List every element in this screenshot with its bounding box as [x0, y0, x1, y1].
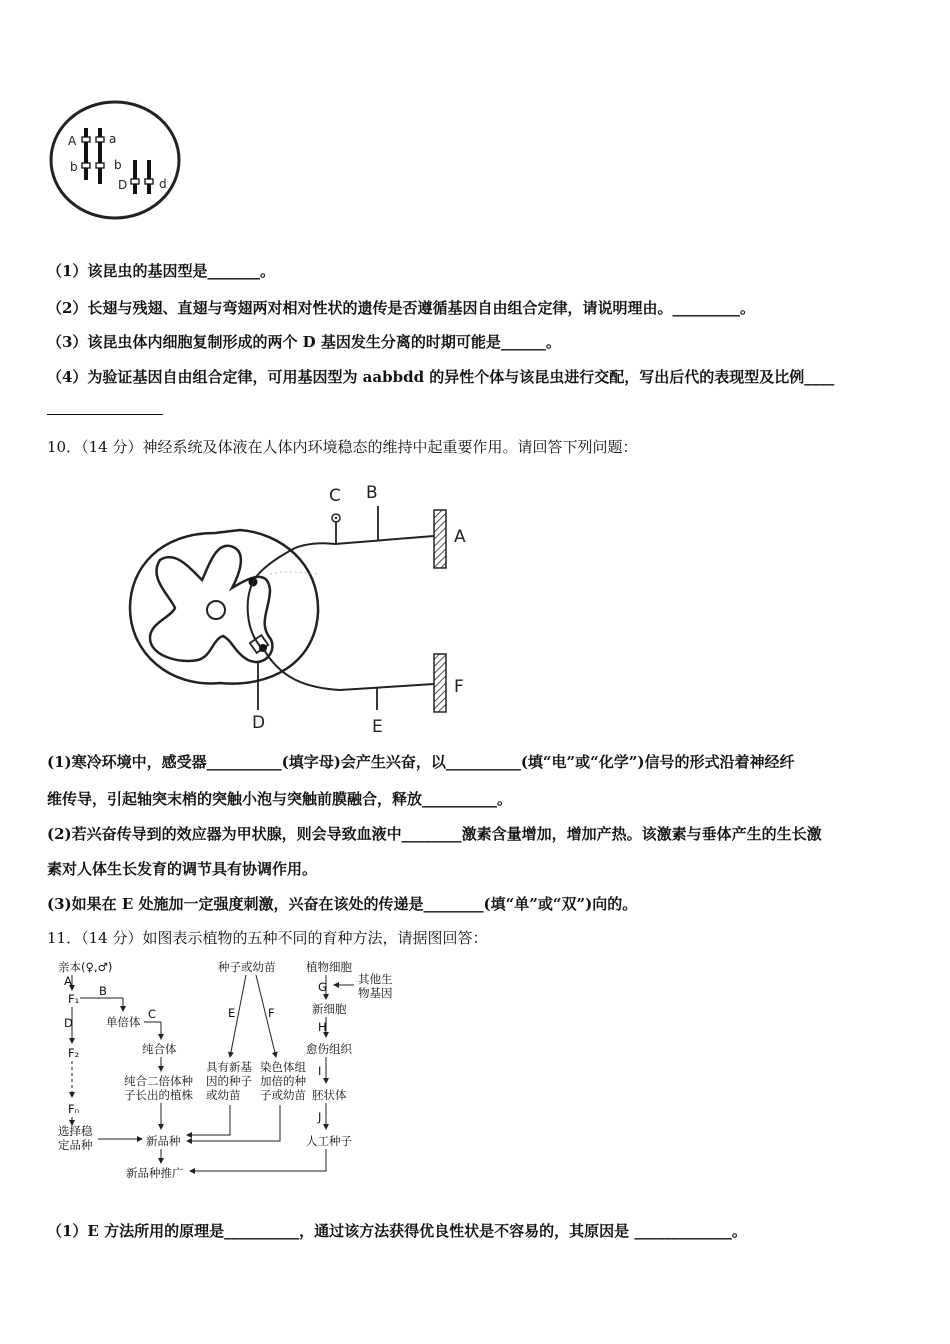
flow-diploid-1: 纯合二倍体种	[124, 1074, 193, 1088]
flow-select-1: 选择稳	[58, 1124, 93, 1138]
flow-plant-cell: 植物细胞	[306, 960, 352, 974]
q10-line-1: (1)寒冷环境中，感受器__________(填字母)会产生兴奋，以__________(填“电”或“化学”)信号的形式沿着神经纤	[47, 753, 795, 771]
flow-G: G	[318, 980, 327, 994]
q10-line-2: 维传导，引起轴突末梢的突触小泡与突触前膜融合，释放__________。	[47, 790, 513, 808]
q9-line-3: （3）该昆虫体内细胞复制形成的两个 D 基因发生分离的时期可能是______。	[47, 333, 561, 351]
flow-C: C	[148, 1007, 157, 1021]
flow-J: J	[318, 1110, 322, 1124]
q11-line-1: （1）E 方法所用的原理是__________，通过该方法获得优良性状是不容易的，其原因是 _____________。	[47, 1222, 747, 1240]
flow-polyploid-1: 染色体组	[260, 1060, 306, 1074]
q9-line-1: （1）该昆虫的基因型是_______。	[47, 262, 275, 280]
chromosome-cell-figure	[46, 98, 184, 222]
flow-polyploid-2: 加倍的种	[260, 1074, 306, 1088]
flow-newgene-3: 或幼苗	[206, 1088, 241, 1102]
breeding-methods-figure	[50, 957, 395, 1187]
flow-newgene-2: 因的种子	[206, 1074, 252, 1088]
flow-new-cell: 新细胞	[312, 1002, 347, 1016]
flow-embryoid: 胚状体	[312, 1088, 347, 1102]
q9-answer-blank	[47, 414, 163, 415]
flow-F1: F₁	[68, 992, 80, 1006]
reflex-arc-figure	[120, 478, 480, 738]
fig10-label-B: B	[366, 483, 378, 503]
flow-I: I	[318, 1064, 322, 1078]
q11-header: 11．（14 分）如图表示植物的五种不同的育种方法，请据图回答：	[47, 929, 488, 947]
flow-F: F	[268, 1006, 275, 1020]
flow-new-variety: 新品种	[146, 1134, 181, 1148]
q10-line-4: 素对人体生长发育的调节具有协调作用。	[47, 860, 318, 878]
q9-line-2: （2）长翅与残翅、直翅与弯翅两对相对性状的遗传是否遵循基因自由组合定律，请说明理由。_________。	[47, 299, 755, 317]
q10-header: 10．（14 分）神经系统及体液在人体内环境稳态的维持中起重要作用。请回答下列问题：	[47, 438, 638, 456]
flow-newgene-1: 具有新基	[206, 1060, 252, 1074]
flow-other-genes-1: 其他生	[358, 972, 393, 986]
fig10-label-E: E	[372, 717, 383, 737]
label-A: A	[68, 134, 77, 148]
label-b-right: b	[114, 158, 122, 172]
fig10-label-C: C	[329, 486, 341, 506]
q9-line-4: （4）为验证基因自由组合定律，可用基因型为 aabbdd 的异性个体与该昆虫进行交配，写出后代的表现型及比例____	[47, 368, 835, 386]
flow-A: A	[64, 974, 72, 988]
flow-artificial-seed: 人工种子	[306, 1134, 352, 1148]
flow-seeds: 种子或幼苗	[218, 960, 276, 974]
flow-polyploid-3: 子或幼苗	[260, 1088, 306, 1102]
flow-callus: 愈伤组织	[306, 1042, 352, 1056]
q10-line-3: (2)若兴奋传导到的效应器为甲状腺，则会导致血液中________激素含量增加，增加产热。该激素与垂体产生的生长激	[47, 825, 822, 843]
flow-homozygote: 纯合体	[142, 1042, 177, 1056]
fig10-label-F: F	[454, 677, 464, 697]
label-d: d	[159, 177, 167, 191]
fig10-label-A: A	[454, 527, 466, 547]
flow-F2: F₂	[68, 1046, 80, 1060]
flow-haploid: 单倍体	[106, 1015, 141, 1029]
fig10-label-D: D	[252, 713, 266, 733]
flow-diploid-2: 子长出的植株	[124, 1088, 193, 1102]
label-b-left: b	[70, 160, 78, 174]
q10-line-5: (3)如果在 E 处施加一定强度刺激，兴奋在该处的传递是________(填“单”或“双”)向的。	[47, 895, 638, 913]
flow-E: E	[228, 1006, 236, 1020]
flow-other-genes-2: 物基因	[358, 986, 393, 1000]
flow-select-2: 定品种	[58, 1138, 93, 1152]
flow-Fn: Fₙ	[68, 1102, 80, 1116]
flow-parents: 亲本(♀,♂)	[58, 960, 113, 974]
flow-D: D	[64, 1016, 73, 1030]
label-D: D	[118, 178, 128, 192]
label-a: a	[109, 132, 117, 146]
flow-H: H	[318, 1020, 327, 1034]
flow-promotion: 新品种推广	[126, 1166, 184, 1180]
flow-B: B	[99, 984, 107, 998]
